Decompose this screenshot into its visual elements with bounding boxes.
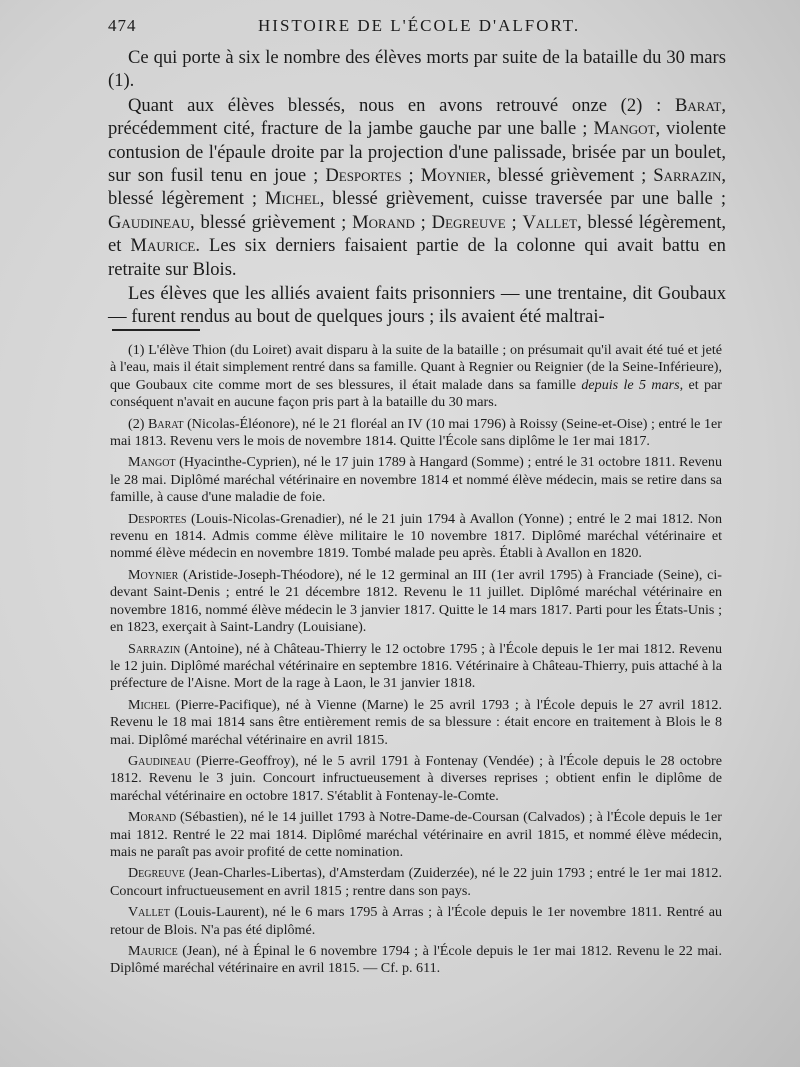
footnotes <box>110 342 722 982</box>
text-run: , blessé légèrement, et <box>108 211 727 257</box>
text-run: , blessé légèrement ; <box>108 165 727 210</box>
student-name: Vallet <box>522 211 578 233</box>
student-name: Degreuve <box>128 865 185 882</box>
student-name: Mangot <box>128 454 176 471</box>
student-name: Morand <box>352 211 415 233</box>
footnote-entry-sarrazin <box>110 641 722 693</box>
student-name: Mangot <box>593 118 656 140</box>
student-name: Michel <box>128 696 170 713</box>
italic-text: depuis le 5 mars <box>581 376 680 393</box>
footnote-marker: (2) <box>128 415 149 432</box>
running-head <box>108 16 730 40</box>
student-name: Gaudineau <box>108 211 191 233</box>
entry-text: (Sébastien), né le 14 juillet 1793 à Notre-Dame-de-Coursan (Calvados) ; à l'École depuis le 1er mai 1812. Rentré le 22 mai 1814. Diplômé maréchal vétérinaire en avril 1815, et nommé élève médecin, mais ne paraît pas avoir profité de cette nomination. <box>110 809 722 860</box>
text-run: . Les six derniers faisaient partie de la colonne qui avait battu en retraite sur Blois. <box>108 235 726 280</box>
footnote-entry-maurice <box>110 943 722 978</box>
page-number: 474 <box>108 16 137 35</box>
entry-text: (Louis-Laurent), né le 6 mars 1795 à Arras ; à l'École depuis le 1er novembre 1811. Rentré au retour de Blois. N'a pas été diplômé. <box>110 904 722 938</box>
footnote-entry-degreuve <box>110 865 722 900</box>
footnote-entry-vallet <box>110 904 722 939</box>
student-name: Michel <box>264 188 320 210</box>
student-name: Moynier <box>420 165 487 187</box>
student-name: Barat <box>148 415 184 432</box>
student-name: Maurice <box>130 235 196 257</box>
footnote-entry-desportes <box>110 511 722 563</box>
text-run: , précédemment cité, fracture de la jambe gauche par une balle ; <box>108 94 726 140</box>
text-run: ; <box>505 211 523 233</box>
student-name: Desportes <box>128 510 187 527</box>
text-run: (1) L'élève Thion (du Loiret) avait disparu à la suite de la bataille ; on présumait qu'il avait été tué et jeté à l'eau, mais il était simplement rentré dans sa famille. Quant à Regnier ou Reignier (de la Seine-Inférieure), que Goubaux cite comme mort de ses blessures, il était malade dans sa famille <box>110 342 722 393</box>
footnote-entry-mangot <box>110 454 722 506</box>
footnote-separator <box>112 329 200 331</box>
student-name: Sarrazin <box>653 165 722 187</box>
running-title: HISTOIRE DE L'ÉCOLE D'ALFORT. <box>258 16 581 35</box>
footnote-entry-michel <box>110 697 722 749</box>
paragraph: Ce qui porte à six le nombre des élèves morts par suite de la bataille du 30 mars (1). <box>108 47 726 92</box>
entry-text: (Antoine), né à Château-Thierry le 12 octobre 1795 ; à l'École depuis le 1er mai 1812. Revenu le 12 juin. Diplômé maréchal vétérinaire en septembre 1816. Vétérinaire à Château-Thierry, puis attaché à la préfecture de l'Aisne. Mort de la rage à Laon, le 31 janvier 1818. <box>110 640 722 692</box>
student-name: Barat <box>674 94 722 116</box>
student-name: Degreuve <box>431 211 506 233</box>
entry-text: (Pierre-Pacifique), né à Vienne (Marne) le 25 avril 1793 ; à l'École depuis le 27 avril 1812. Revenu le 18 mai 1814 sans être entièrement remis de sa blessure : était encore en traitement à Blois le 8 mai. Diplômé maréchal vétérinaire en avril 1815. <box>110 696 722 748</box>
text-run: , blessé grièvement, cuisse traversée par une balle ; <box>319 188 726 210</box>
footnote-entry-barat <box>110 416 722 451</box>
entry-text: (Nicolas-Éléonore), né le 21 floréal an IV (10 mai 1796) à Roissy (Seine-et-Oise) ; entré le 1er mai 1813. Revenu vers le mois de novembre 1814. Quitte l'École sans diplôme le 1er mai 1817. <box>110 415 722 450</box>
student-name: Gaudineau <box>128 752 191 769</box>
entry-text: (Hyacinthe-Cyprien), né le 17 juin 1789 à Hangard (Somme) ; entré le 31 octobre 1811. Revenu le 28 mai. Diplômé maréchal vétérinaire en novembre 1814 et nommé élève médecin, mais se retire dans sa famille, à cause d'une maladie de foie. <box>110 454 722 506</box>
main-text <box>108 46 726 330</box>
student-name: Sarrazin <box>128 640 181 657</box>
entry-text: (Aristide-Joseph-Théodore), né le 12 germinal an III (1er avril 1795) à Franciade (Seine), ci-devant Saint-Denis ; entré le 21 décembre 1812. Revenu le 11 juillet. Diplômé maréchal vétérinaire en novembre 1816, nommé élève médecin le 3 janvier 1817. Quitte le 14 mars 1817. Parti pour les États-Unis ; en 1823, exerçait à Saint-Landry (Louisiane). <box>110 566 722 636</box>
student-name: Vallet <box>128 904 170 921</box>
entry-text: (Louis-Nicolas-Grenadier), né le 21 juin 1794 à Avallon (Yonne) ; entré le 2 mai 1812. Non revenu en 1814. Admis comme élève militaire le 10 novembre 1817. Diplômé maréchal vétérinaire et nommé élève médecin en novembre 1819. Tombé malade peu après. Établi à Avallon en 1820. <box>110 510 722 562</box>
paragraph-wounded-students <box>108 94 726 281</box>
entry-text: (Jean), né à Épinal le 6 novembre 1794 ; à l'École depuis le 1er mai 1812. Revenu le 22 mai. Diplômé maréchal vétérinaire en avril 1815. — Cf. p. 611. <box>110 943 722 977</box>
text-run: , blessé grièvement ; <box>486 165 654 187</box>
text-run: , violente contusion de l'épaule droite par la projection d'une palissade, brisée par un boulet, sur son fusil tenu en joue ; <box>108 118 726 187</box>
student-name: Moynier <box>128 566 179 583</box>
text-run: Quant aux élèves blessés, nous en avons retrouvé onze (2) : <box>128 94 675 116</box>
footnote-entry-moynier <box>110 567 722 637</box>
text-run: , blessé grièvement ; <box>190 211 353 233</box>
footnote-1 <box>110 342 722 412</box>
footnote-entry-morand <box>110 809 722 861</box>
entry-text: (Pierre-Geoffroy), né le 5 avril 1791 à Fontenay (Vendée) ; à l'École depuis le 28 octobre 1812. Revenu le 3 juin. Concourt infructueusement à diverses reprises ; obtient enfin le diplôme de maréchal vétérinaire en octobre 1817. S'établit à Fontenay-le-Comte. <box>110 752 722 804</box>
text-run: , et par conséquent n'avait en aucune façon pris part à la bataille du 30 mars. <box>110 376 722 411</box>
student-name: Morand <box>128 809 177 826</box>
student-name: Desportes <box>325 165 402 187</box>
entry-text: (Jean-Charles-Libertas), d'Amsterdam (Zuiderzée), né le 22 juin 1793 ; entré le 1er mai 1812. Concourt infructueusement en avril 1815 ; rentre dans son pays. <box>110 865 722 899</box>
footnote-entry-gaudineau <box>110 753 722 805</box>
student-name: Maurice <box>128 943 178 959</box>
paragraph-prisoners: Les élèves que les alliés avaient faits prisonniers — une trentaine, dit Goubaux — furent rendus au bout de quelques jours ; ils avaient été maltrai- <box>108 283 726 328</box>
text-run: ; <box>414 211 432 233</box>
text-run: ; <box>401 165 421 187</box>
